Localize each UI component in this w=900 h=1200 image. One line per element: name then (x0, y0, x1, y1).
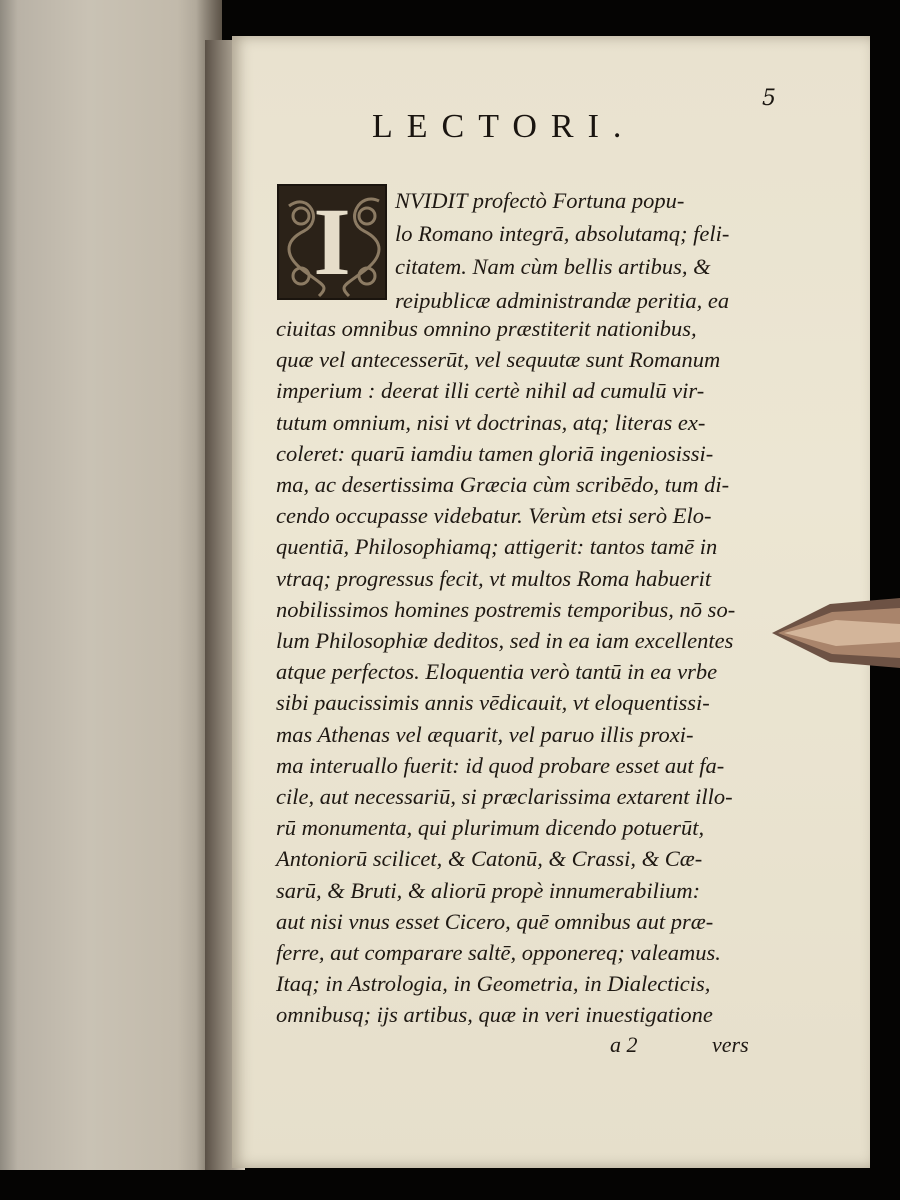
pointer-tool-icon (770, 598, 900, 668)
text-line: Antoniorū scilicet, & Catonū, & Crassi, & Cæ- (276, 846, 703, 872)
text-line: reipublicæ administrandæ peritia, ea (395, 288, 730, 313)
facing-page (0, 0, 222, 1170)
text-line: atque perfectos. Eloquentia verò tantū in ea vrbe (276, 659, 718, 685)
catchword: vers (712, 1032, 749, 1057)
signature-mark: a 2 (610, 1032, 638, 1057)
text-line: coleret: quarū iamdiu tamen gloriā ingeniosissi- (276, 440, 714, 466)
text-line: ciuitas omnibus omnino præstiterit nationibus, (276, 316, 697, 341)
initial-letter: I (313, 188, 351, 295)
page-heading: LECTORI. (372, 108, 636, 145)
text-line: lo Romano integrā, absolutamq; feli- (395, 221, 730, 246)
text-line: quæ vel antecesserūt, vel sequutæ sunt Romanum (276, 347, 721, 373)
text-line: ferre, aut comparare saltē, opponereq; valeamus. (276, 940, 721, 965)
text-line: tutum omnium, nisi vt doctrinas, atq; literas ex- (276, 409, 706, 435)
text-line: sibi paucissimis annis vēdicauit, vt eloquentissi- (276, 690, 710, 716)
text-line: ma, ac desertissima Græcia cùm scribēdo, tum di- (276, 472, 730, 497)
text-line: lum Philosophiæ deditos, sed in ea iam excellentes (276, 628, 734, 653)
text-line: vtraq; progressus fecit, vt multos Roma habuerit (276, 565, 712, 591)
text-line: cile, aut necessariū, si præclarissima extarent illo- (276, 784, 733, 809)
text-line: mas Athenas vel æquarit, vel paruo illis proxi- (276, 721, 694, 747)
decorated-initial (277, 184, 387, 300)
text-line: sarū, & Bruti, & aliorū propè innumerabilium: (276, 877, 701, 903)
page-number: 5 (762, 86, 776, 111)
text-line: omnibusq; ijs artibus, quæ in veri inuestigatione (276, 1002, 713, 1028)
text-line: citatem. Nam cùm bellis artibus, & (395, 254, 711, 279)
text-line: quentiā, Philosophiamq; attigerit: tantos tamē in (276, 534, 718, 560)
text-line: Itaq; in Astrologia, in Geometria, in Dialecticis, (276, 971, 711, 997)
text-line: rū monumenta, qui plurimum dicendo potuerūt, (276, 815, 705, 841)
text-line: NVIDIT profectò Fortuna popu- (395, 188, 685, 213)
text-line: nobilissimos homines postremis temporibus, nō so- (276, 596, 736, 622)
text-line: imperium : deerat illi certè nihil ad cumulū vir- (276, 378, 705, 404)
text-line: ma interuallo fuerit: id quod probare esset aut fa- (276, 752, 725, 778)
text-line: cendo occupasse videbatur. Verùm etsi serò Elo- (276, 503, 712, 529)
text-line: aut nisi vnus esset Cicero, quē omnibus aut præ- (276, 908, 714, 934)
